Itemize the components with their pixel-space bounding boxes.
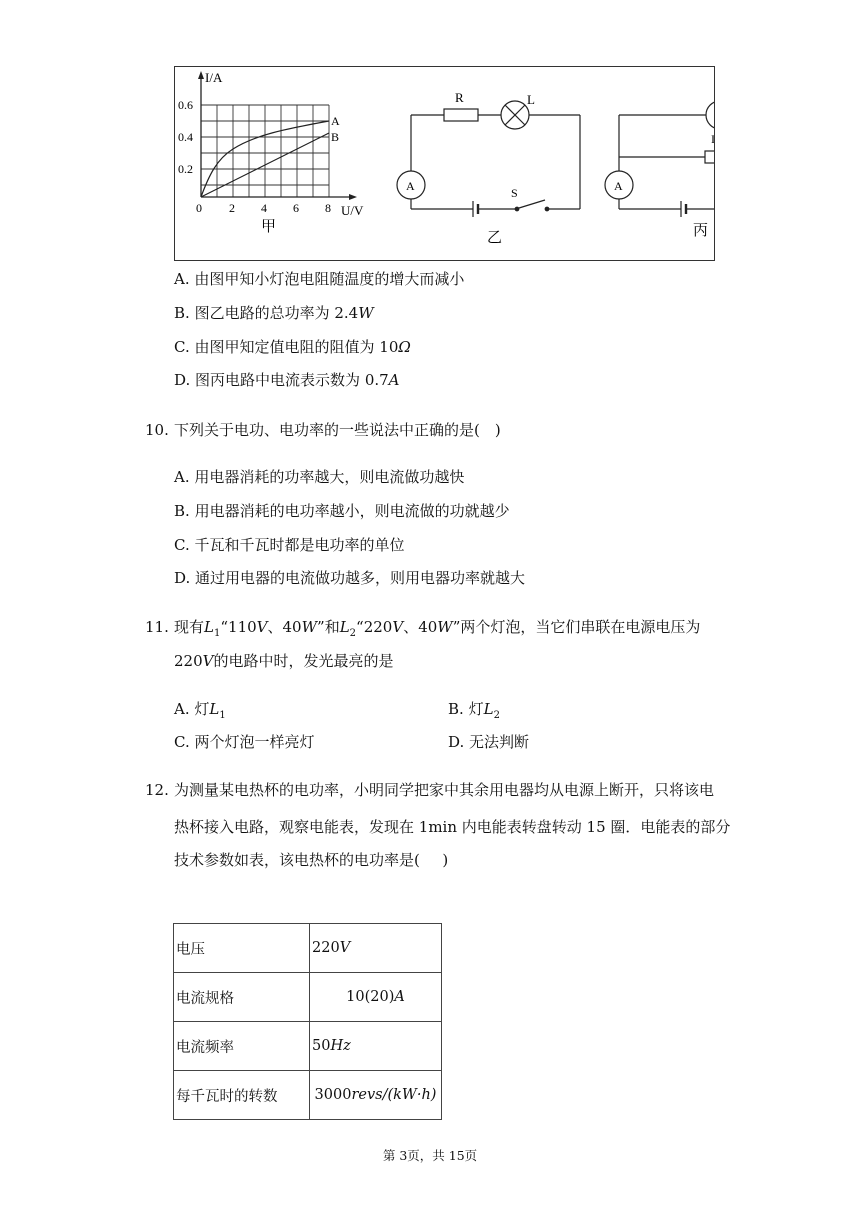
- option-unit: W: [358, 304, 374, 322]
- caption-yi: 乙: [487, 228, 503, 246]
- q10-option-c: [174, 535, 405, 555]
- q11-text: “110: [220, 618, 257, 636]
- option-letter: B.: [174, 304, 190, 322]
- option-letter: C.: [174, 338, 190, 356]
- q10-option-a: [174, 467, 464, 487]
- page-footer: 第 3页，共 15页: [382, 1148, 478, 1163]
- value-number: 220: [312, 940, 340, 956]
- value-number: 50: [312, 1038, 331, 1054]
- option-letter: D.: [174, 569, 191, 587]
- subscript: 1: [213, 628, 221, 639]
- q12-line2: 热杯接入电路，观察电能表，发现在 1min 内电能表转盘转动 15 圈．电能表的部分: [174, 818, 731, 836]
- lamp-symbol: L: [209, 700, 220, 718]
- lamp-symbol: L: [204, 618, 214, 636]
- table-row: [174, 973, 442, 1022]
- option-text: 由图甲知小灯泡电阻随温度的增大而减小: [194, 270, 465, 288]
- label-l: L: [527, 92, 535, 107]
- table-value: [310, 1071, 442, 1120]
- value-unit: V: [339, 940, 351, 956]
- x-tick-6: 6: [293, 201, 299, 215]
- option-unit: Ω: [398, 338, 411, 356]
- option-text: 用电器消耗的功率越大，则电流做功越快: [194, 468, 465, 486]
- table-row: [174, 924, 442, 973]
- option-text: 两个灯泡一样亮灯: [194, 733, 315, 751]
- q11-text: 、40: [267, 618, 302, 636]
- q11-text: 现有: [174, 618, 205, 636]
- figure-panel: [174, 66, 715, 261]
- option-letter: C.: [174, 733, 190, 751]
- table-value: [310, 924, 442, 973]
- option-text: 由图甲知定值电阻的阻值为 10: [194, 338, 399, 356]
- meter-spec-table: [173, 923, 442, 1120]
- table-key: 每千瓦时的转数: [174, 1071, 310, 1120]
- option-unit: A: [388, 371, 400, 389]
- q11-option-d: [448, 732, 529, 752]
- option-letter: D.: [448, 733, 465, 751]
- x-tick-8: 8: [325, 201, 331, 215]
- unit-v: V: [256, 618, 268, 636]
- table-value: [310, 973, 442, 1022]
- q9-option-a: [174, 269, 464, 289]
- q11-text: ”两个灯泡，当它们串联在电源电压为: [452, 618, 701, 636]
- curve-b-label: B: [331, 130, 340, 144]
- option-text: 图乙电路的总功率为 2.4: [194, 304, 359, 322]
- option-letter: B.: [448, 700, 464, 718]
- q10-stem: 下列关于电功、电功率的一些说法中正确的是( ): [174, 421, 501, 439]
- q11-text: 220: [174, 652, 203, 670]
- label-bing-i: I: [711, 132, 715, 146]
- circuit-yi: [397, 101, 580, 217]
- lamp-symbol: L: [339, 618, 350, 636]
- option-text: 灯: [468, 700, 484, 718]
- caption-bing: 丙: [693, 221, 709, 239]
- unit-v: V: [392, 618, 404, 636]
- q11-option-a: [174, 699, 226, 726]
- subscript: 2: [493, 710, 500, 721]
- option-letter: A.: [174, 700, 190, 718]
- unit-w: W: [437, 618, 453, 636]
- subscript: 2: [349, 628, 357, 639]
- label-ammeter-bing: A: [614, 179, 623, 193]
- subscript: 1: [219, 710, 226, 721]
- option-text: 通过用电器的电流做功越多，则用电器功率就越大: [195, 569, 526, 587]
- unit-v: V: [202, 652, 214, 670]
- y-axis-label: I/A: [205, 70, 223, 85]
- table-row: [174, 1022, 442, 1071]
- q10-number: 10.: [145, 421, 169, 439]
- q11-text: 的电路中时，发光最亮的是: [213, 652, 394, 670]
- q9-option-d: [174, 370, 400, 390]
- table-row: [174, 1071, 442, 1120]
- label-ammeter-yi: A: [406, 179, 415, 193]
- q11-option-b: [448, 699, 500, 726]
- q12-line3: 技术参数如表，该电热杯的电功率是( ): [174, 851, 449, 869]
- q10-option-b: [174, 501, 510, 521]
- table-key: 电流规格: [174, 973, 310, 1022]
- resistor-r: [444, 109, 478, 121]
- curve-a-label: A: [331, 114, 340, 128]
- y-tick-06: 0.6: [178, 98, 193, 112]
- table-key: 电压: [174, 924, 310, 973]
- q10-option-d: [174, 568, 525, 588]
- option-text: 无法判断: [469, 733, 530, 751]
- x-tick-2: 2: [229, 201, 235, 215]
- lamp-symbol: L: [483, 700, 494, 718]
- label-r: R: [455, 90, 464, 105]
- option-text: 用电器消耗的电功率越小，则电流做的功就越少: [194, 502, 510, 520]
- lamp-bing: [706, 101, 715, 129]
- option-letter: D.: [174, 371, 191, 389]
- q11-text: 、40: [403, 618, 438, 636]
- value-unit: revs/(kW·h): [351, 1087, 437, 1103]
- y-tick-04: 0.4: [178, 130, 193, 144]
- q11-stem-line2: [174, 651, 394, 671]
- q11-number: 11.: [145, 618, 169, 636]
- q11-text: ”和: [317, 618, 340, 636]
- x-tick-4: 4: [261, 201, 267, 215]
- graph-grid: [201, 105, 329, 197]
- value-unit: Hz: [330, 1038, 351, 1054]
- figure-svg: [175, 67, 715, 261]
- circuit-bing: [605, 101, 715, 217]
- option-letter: A.: [174, 270, 190, 288]
- value-number: 10(20): [346, 989, 395, 1005]
- option-letter: A.: [174, 468, 190, 486]
- q11-text: “220: [356, 618, 393, 636]
- q11-option-c: [174, 732, 315, 752]
- x-axis-label: U/V: [341, 203, 364, 218]
- value-unit: A: [394, 989, 405, 1005]
- y-tick-02: 0.2: [178, 162, 193, 176]
- value-number: 3000: [314, 1087, 352, 1103]
- option-letter: B.: [174, 502, 190, 520]
- q9-option-b: [174, 303, 374, 323]
- table-value: [310, 1022, 442, 1071]
- q12-line1: 为测量某电热杯的电功率，小明同学把家中其余用电器均从电源上断开，只将该电: [174, 781, 715, 799]
- label-s: S: [511, 186, 518, 200]
- switch-s: [519, 200, 545, 208]
- table-key: 电流频率: [174, 1022, 310, 1071]
- option-text: 图丙电路中电流表示数为 0.7: [195, 371, 389, 389]
- q11-stem-line1: [174, 617, 700, 644]
- option-letter: C.: [174, 536, 190, 554]
- resistor-bing: [705, 151, 715, 163]
- q12-number: 12.: [145, 781, 169, 799]
- option-text: 灯: [194, 700, 210, 718]
- unit-w: W: [301, 618, 318, 636]
- caption-jia: 甲: [261, 217, 277, 235]
- x-tick-0: 0: [196, 201, 202, 215]
- q9-option-c: [174, 337, 411, 357]
- option-text: 千瓦和千瓦时都是电功率的单位: [194, 536, 405, 554]
